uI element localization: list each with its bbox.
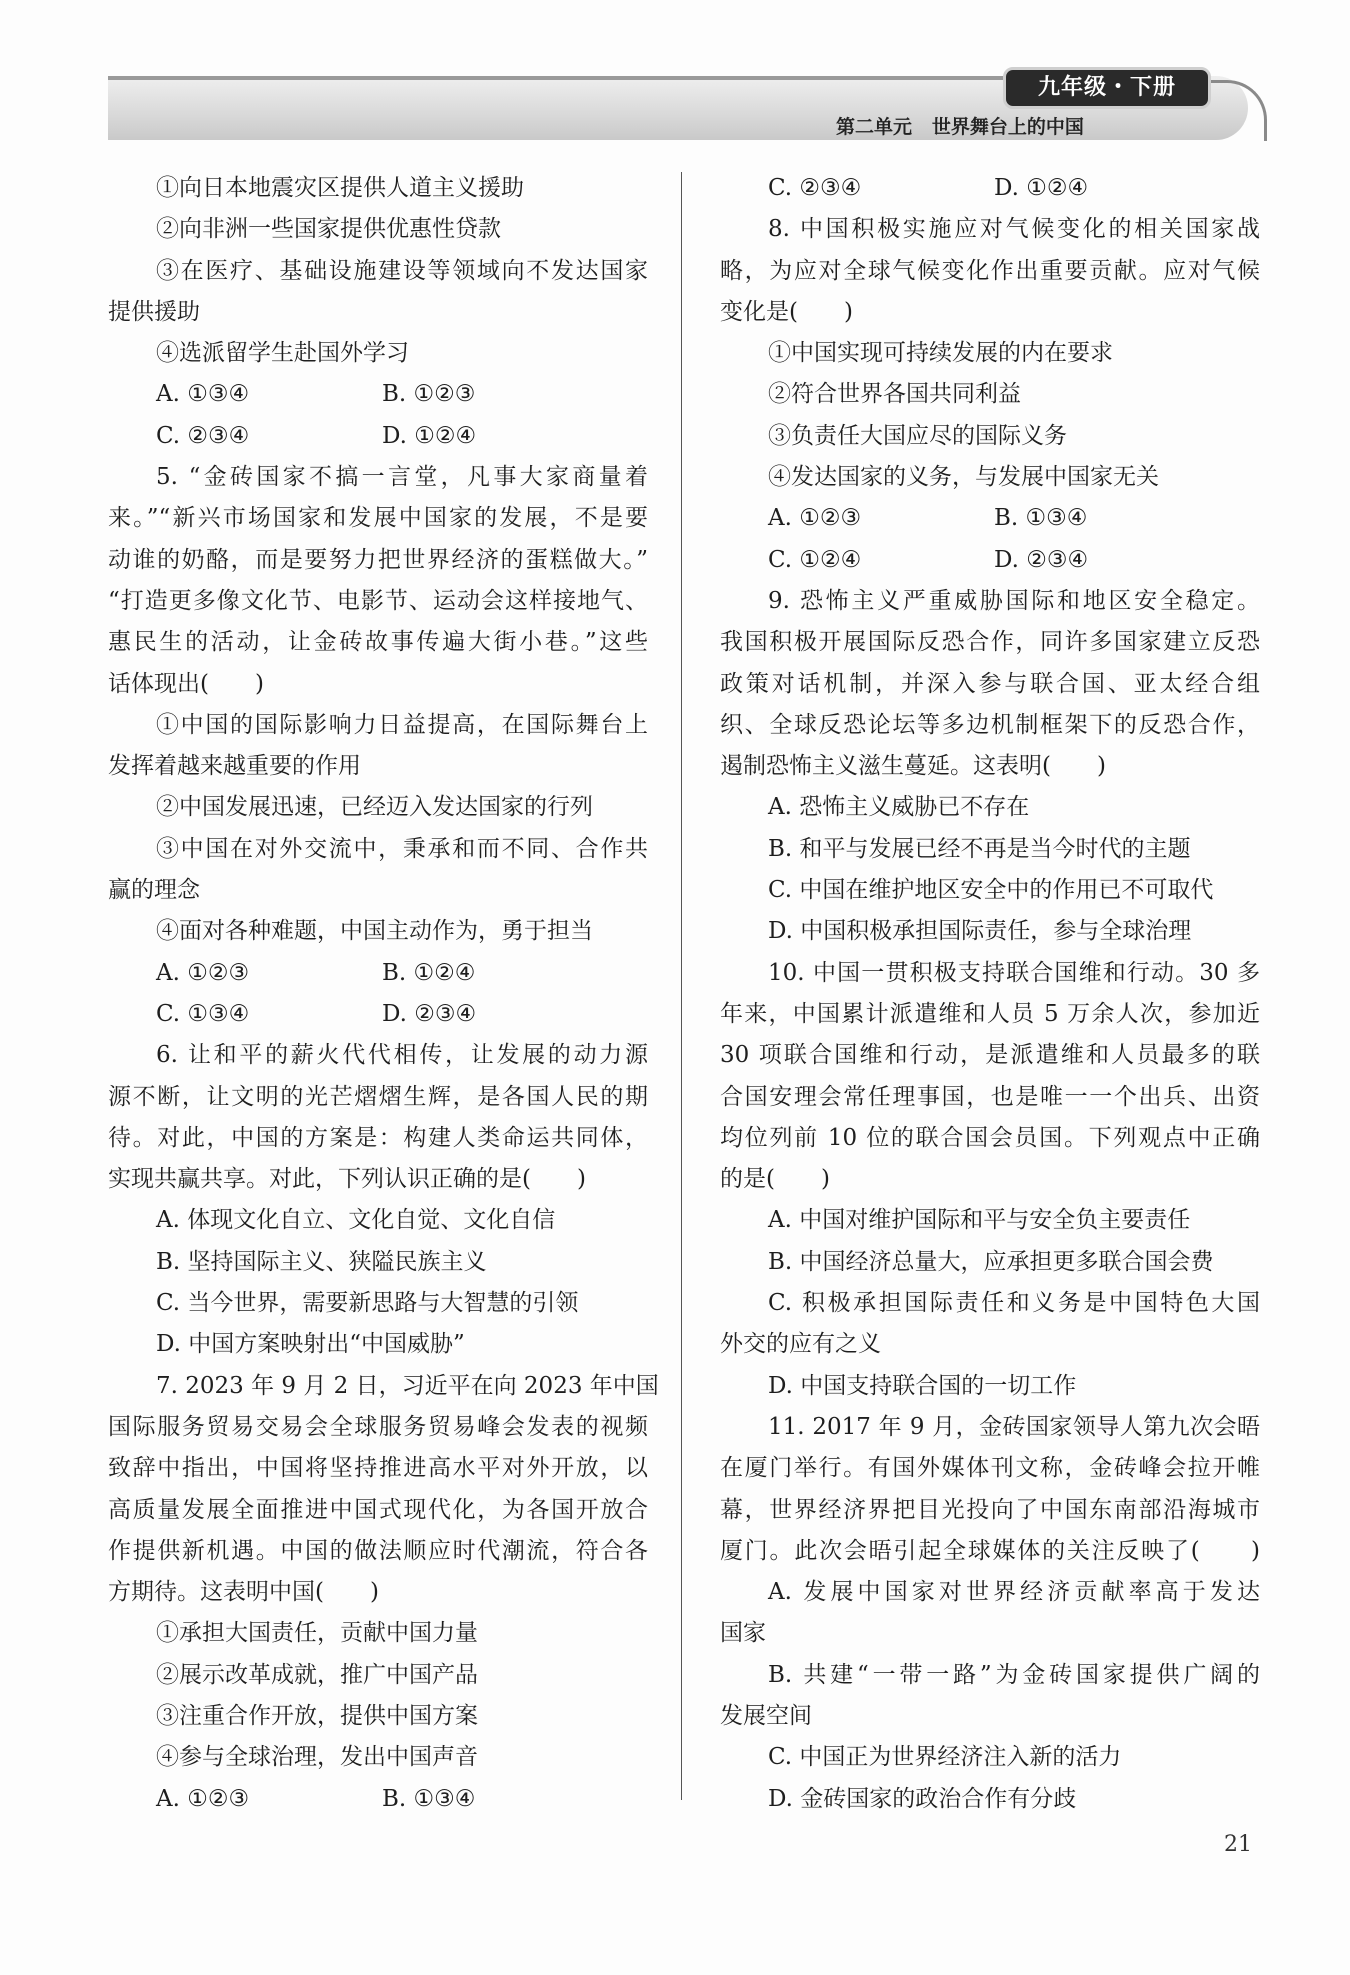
text-line: 的是( ) [720, 1166, 830, 1193]
text-line: 厦门。此次会晤引起全球媒体的关注反映了( ) [720, 1537, 1260, 1564]
text-line: 发展空间 [720, 1702, 812, 1729]
option: B. ①③④ [382, 1785, 476, 1812]
option: D. ①②④ [994, 175, 1089, 201]
option: D. ①②④ [382, 422, 477, 449]
text-line: 赢的理念 [108, 877, 200, 904]
text-line: 方期待。这表明中国( ) [108, 1579, 379, 1606]
text-line: ③中国在对外交流中，秉承和而不同、合作共 [156, 835, 648, 862]
text-line: 源不断，让文明的光芒熠熠生辉，是各国人民的期 [108, 1083, 648, 1110]
option: C. ②③④ [156, 422, 250, 449]
choice-b: B. 和平与发展已经不再是当今时代的主题 [768, 835, 1191, 862]
option-row [108, 953, 648, 994]
question-7: 7. 2023 年 9 月 2 日，习近平在向 2023 年中国 [156, 1372, 659, 1399]
choice-d: D. 中国支持联合国的一切工作 [768, 1372, 1077, 1399]
grade-label: 九年级・下册 [1003, 67, 1211, 109]
choice-b: B. 共建“一带一路”为金砖国家提供广阔的 [768, 1661, 1260, 1688]
choice-d: D. 中国积极承担国际责任，参与全球治理 [768, 918, 1192, 945]
question-11: 11. 2017 年 9 月，金砖国家领导人第九次会晤 [768, 1413, 1260, 1440]
header-rule [108, 76, 1008, 80]
option: D. ②③④ [382, 1000, 477, 1027]
text-line: 国家 [720, 1620, 766, 1647]
text-line: ①向日本地震灾区提供人道主义援助 [156, 175, 524, 201]
choice-a: A. 体现文化自立、文化自觉、文化自信 [156, 1207, 556, 1234]
text-line: ①中国实现可持续发展的内在要求 [768, 340, 1113, 367]
choice-d: D. 中国方案映射出“中国威胁” [156, 1331, 465, 1358]
option-row [720, 168, 1260, 209]
option: C. ②③④ [768, 175, 862, 201]
text-line: 来。”“新兴市场国家和发展中国家的发展，不是要 [108, 505, 648, 532]
choice-c: C. 中国在维护地区安全中的作用已不可取代 [768, 877, 1214, 904]
text-line: ①中国的国际影响力日益提高，在国际舞台上 [156, 711, 648, 738]
text-line: ②符合世界各国共同利益 [768, 381, 1021, 408]
option: A. ①③④ [156, 381, 250, 408]
text-line: 在厦门举行。有国外媒体刊文称，金砖峰会拉开帷 [720, 1455, 1260, 1482]
text-line: 变化是( ) [720, 298, 853, 325]
page-number: 21 [1224, 1832, 1252, 1857]
text-line: ③负责任大国应尽的国际义务 [768, 422, 1067, 449]
text-line: 织、全球反恐论坛等多边机制框架下的反恐合作， [720, 711, 1260, 738]
text-line: ④参与全球治理，发出中国声音 [156, 1744, 478, 1771]
text-line: 30 项联合国维和行动，是派遣维和人员最多的联 [720, 1042, 1260, 1069]
text-line: ③在医疗、基础设施建设等领域向不发达国家 [156, 257, 648, 284]
option-row [108, 994, 648, 1035]
choice-b: B. 中国经济总量大，应承担更多联合国会费 [768, 1248, 1214, 1275]
text-line: 略，为应对全球气候变化作出重要贡献。应对气候 [720, 257, 1260, 284]
option-row [108, 416, 648, 457]
option: C. ①②④ [768, 546, 862, 573]
option: B. ①③④ [994, 505, 1088, 532]
text-line: 我国积极开展国际反恐合作，同许多国家建立反恐 [720, 629, 1260, 656]
option-row [720, 540, 1260, 581]
option: C. ①③④ [156, 1000, 250, 1027]
text-line: ②向非洲一些国家提供优惠性贷款 [156, 216, 501, 243]
question-9: 9. 恐怖主义严重威胁国际和地区安全稳定。 [768, 587, 1260, 614]
choice-a: A. 发展中国家对世界经济贡献率高于发达 [768, 1579, 1260, 1606]
text-line: ④选派留学生赴国外学习 [156, 340, 409, 367]
choice-a: A. 中国对维护国际和平与安全负主要责任 [768, 1207, 1191, 1234]
option: D. ②③④ [994, 546, 1089, 573]
choice-b: B. 坚持国际主义、狭隘民族主义 [156, 1248, 487, 1275]
text-line: 作提供新机遇。中国的做法顺应时代潮流，符合各 [108, 1537, 648, 1564]
unit-title: 第二单元 世界舞台上的中国 [836, 116, 1084, 138]
text-line: 均位列前 10 位的联合国会员国。下列观点中正确 [720, 1124, 1260, 1151]
choice-d: D. 金砖国家的政治合作有分歧 [768, 1785, 1077, 1812]
question-5: 5. “金砖国家不搞一言堂，凡事大家商量着 [156, 464, 648, 491]
text-line: ④面对各种难题，中国主动作为，勇于担当 [156, 918, 593, 945]
option: A. ①②③ [156, 1785, 250, 1812]
text-line: 惠民生的活动，让金砖故事传遍大街小巷。”这些 [108, 629, 648, 656]
text-line: ③注重合作开放，提供中国方案 [156, 1702, 478, 1729]
text-line: 发挥着越来越重要的作用 [108, 753, 361, 780]
choice-c: C. 中国正为世界经济注入新的活力 [768, 1744, 1122, 1771]
text-line: 动谁的奶酪，而是要努力把世界经济的蛋糕做大。” [108, 546, 648, 573]
text-line: 话体现出( ) [108, 670, 264, 697]
question-8: 8. 中国积极实施应对气候变化的相关国家战 [768, 216, 1260, 243]
choice-a: A. 恐怖主义威胁已不存在 [768, 794, 1030, 821]
text-line: ④发达国家的义务，与发展中国家无关 [768, 464, 1159, 491]
text-line: ①承担大国责任，贡献中国力量 [156, 1620, 478, 1647]
text-line: 致辞中指出，中国将坚持推进高水平对外开放，以 [108, 1455, 648, 1482]
text-line: 外交的应有之义 [720, 1331, 881, 1358]
option: B. ①②④ [382, 959, 476, 986]
text-line: 提供援助 [108, 298, 200, 325]
text-line: ②展示改革成就，推广中国产品 [156, 1661, 478, 1688]
option-row [108, 1779, 648, 1820]
left-column [108, 168, 659, 1820]
option: A. ①②③ [156, 959, 250, 986]
text-line: 高质量发展全面推进中国式现代化，为各国开放合 [108, 1496, 648, 1523]
text-line: 实现共赢共享。对此，下列认识正确的是( ) [108, 1166, 586, 1193]
text-line: 国际服务贸易交易会全球服务贸易峰会发表的视频 [108, 1413, 648, 1440]
option-row [720, 498, 1260, 539]
option: B. ①②③ [382, 381, 476, 408]
choice-c: C. 当今世界，需要新思路与大智慧的引领 [156, 1290, 579, 1317]
text-line: 遏制恐怖主义滋生蔓延。这表明( ) [720, 753, 1106, 780]
text-line: 合国安理会常任理事国，也是唯一一个出兵、出资 [720, 1083, 1260, 1110]
text-line: “打造更多像文化节、电影节、运动会这样接地气、 [108, 587, 648, 614]
option-row [108, 374, 648, 415]
text-line: 待。对此，中国的方案是：构建人类命运共同体， [108, 1124, 648, 1151]
text-line: 幕，世界经济界把目光投向了中国东南部沿海城市 [720, 1496, 1260, 1523]
text-line: 年来，中国累计派遣维和人员 5 万余人次，参加近 [720, 1000, 1260, 1027]
column-divider [681, 172, 682, 1800]
text-line: 政策对话机制，并深入参与联合国、亚太经合组 [720, 670, 1260, 697]
option: A. ①②③ [768, 505, 862, 532]
choice-c: C. 积极承担国际责任和义务是中国特色大国 [768, 1290, 1260, 1317]
text-line: ②中国发展迅速，已经迈入发达国家的行列 [156, 794, 593, 821]
header-curve-decoration [1208, 80, 1267, 141]
question-10: 10. 中国一贯积极支持联合国维和行动。30 多 [768, 959, 1260, 986]
right-column [720, 168, 1260, 1820]
question-6: 6. 让和平的薪火代代相传，让发展的动力源 [156, 1042, 648, 1069]
